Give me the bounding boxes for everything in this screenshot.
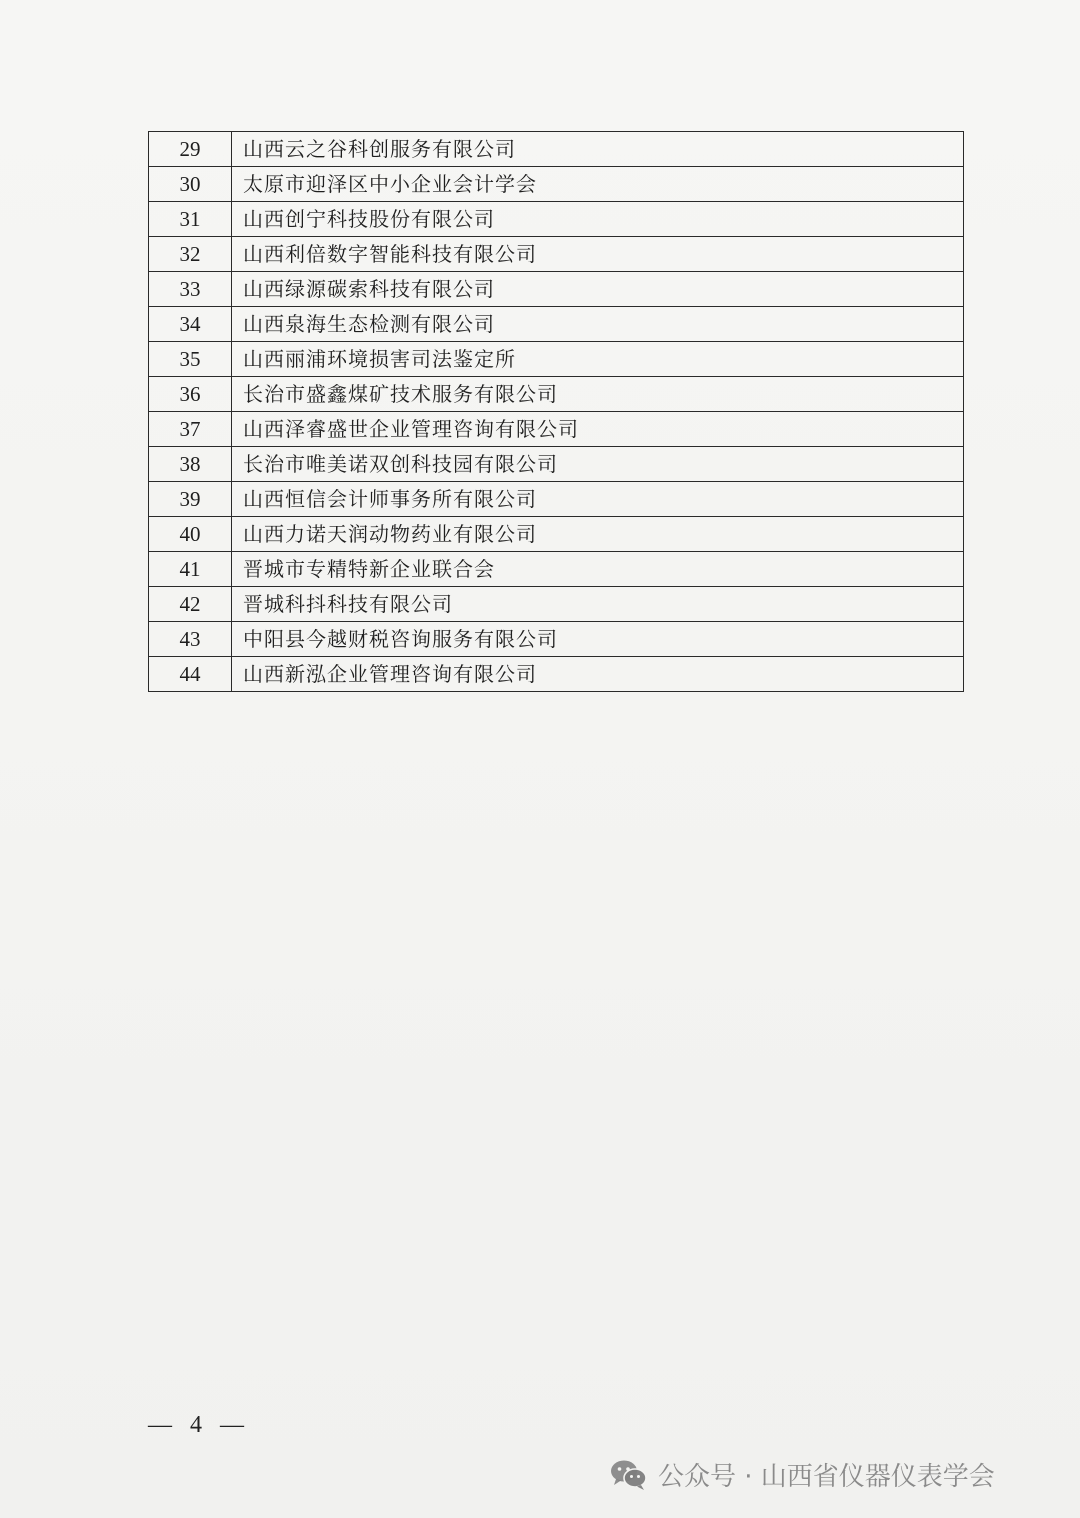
organization-name: 太原市迎泽区中小企业会计学会 — [232, 167, 964, 202]
table-row — [149, 657, 964, 692]
row-number: 40 — [149, 517, 232, 552]
table-row — [149, 167, 964, 202]
row-number: 41 — [149, 552, 232, 587]
table-row — [149, 272, 964, 307]
organization-name: 山西丽浦环境损害司法鉴定所 — [232, 342, 964, 377]
organization-name: 山西云之谷科创服务有限公司 — [232, 132, 964, 167]
organization-name: 山西新泓企业管理咨询有限公司 — [232, 657, 964, 692]
table-row — [149, 622, 964, 657]
table-row — [149, 412, 964, 447]
table-row — [149, 342, 964, 377]
row-number: 43 — [149, 622, 232, 657]
organization-name: 山西绿源碳索科技有限公司 — [232, 272, 964, 307]
watermark-text: 公众号 · 山西省仪器仪表学会 — [658, 1462, 995, 1492]
row-number: 36 — [149, 377, 232, 412]
table-row — [149, 132, 964, 167]
table-row — [149, 237, 964, 272]
table-row — [149, 447, 964, 482]
row-number: 30 — [149, 167, 232, 202]
organization-table — [148, 131, 964, 692]
row-number: 35 — [149, 342, 232, 377]
table-row — [149, 587, 964, 622]
row-number: 29 — [149, 132, 232, 167]
organization-name: 晋城市专精特新企业联合会 — [232, 552, 964, 587]
organization-name: 中阳县今越财税咨询服务有限公司 — [232, 622, 964, 657]
row-number: 38 — [149, 447, 232, 482]
wechat-icon — [610, 1459, 648, 1491]
row-number: 32 — [149, 237, 232, 272]
page-number: — 4 — — [148, 1412, 250, 1438]
table-row — [149, 202, 964, 237]
table-row — [149, 552, 964, 587]
row-number: 33 — [149, 272, 232, 307]
organization-name: 山西泉海生态检测有限公司 — [232, 307, 964, 342]
wechat-watermark — [610, 1456, 995, 1493]
row-number: 37 — [149, 412, 232, 447]
table-row — [149, 517, 964, 552]
organization-name: 长治市唯美诺双创科技园有限公司 — [232, 447, 964, 482]
row-number: 42 — [149, 587, 232, 622]
organization-name: 山西泽睿盛世企业管理咨询有限公司 — [232, 412, 964, 447]
organization-name: 山西力诺天润动物药业有限公司 — [232, 517, 964, 552]
organization-name: 山西利倍数字智能科技有限公司 — [232, 237, 964, 272]
row-number: 39 — [149, 482, 232, 517]
row-number: 31 — [149, 202, 232, 237]
table-row — [149, 307, 964, 342]
table-row — [149, 482, 964, 517]
organization-name: 长治市盛鑫煤矿技术服务有限公司 — [232, 377, 964, 412]
organization-name: 晋城科抖科技有限公司 — [232, 587, 964, 622]
row-number: 44 — [149, 657, 232, 692]
organization-name: 山西恒信会计师事务所有限公司 — [232, 482, 964, 517]
table-row — [149, 377, 964, 412]
row-number: 34 — [149, 307, 232, 342]
organization-name: 山西创宁科技股份有限公司 — [232, 202, 964, 237]
